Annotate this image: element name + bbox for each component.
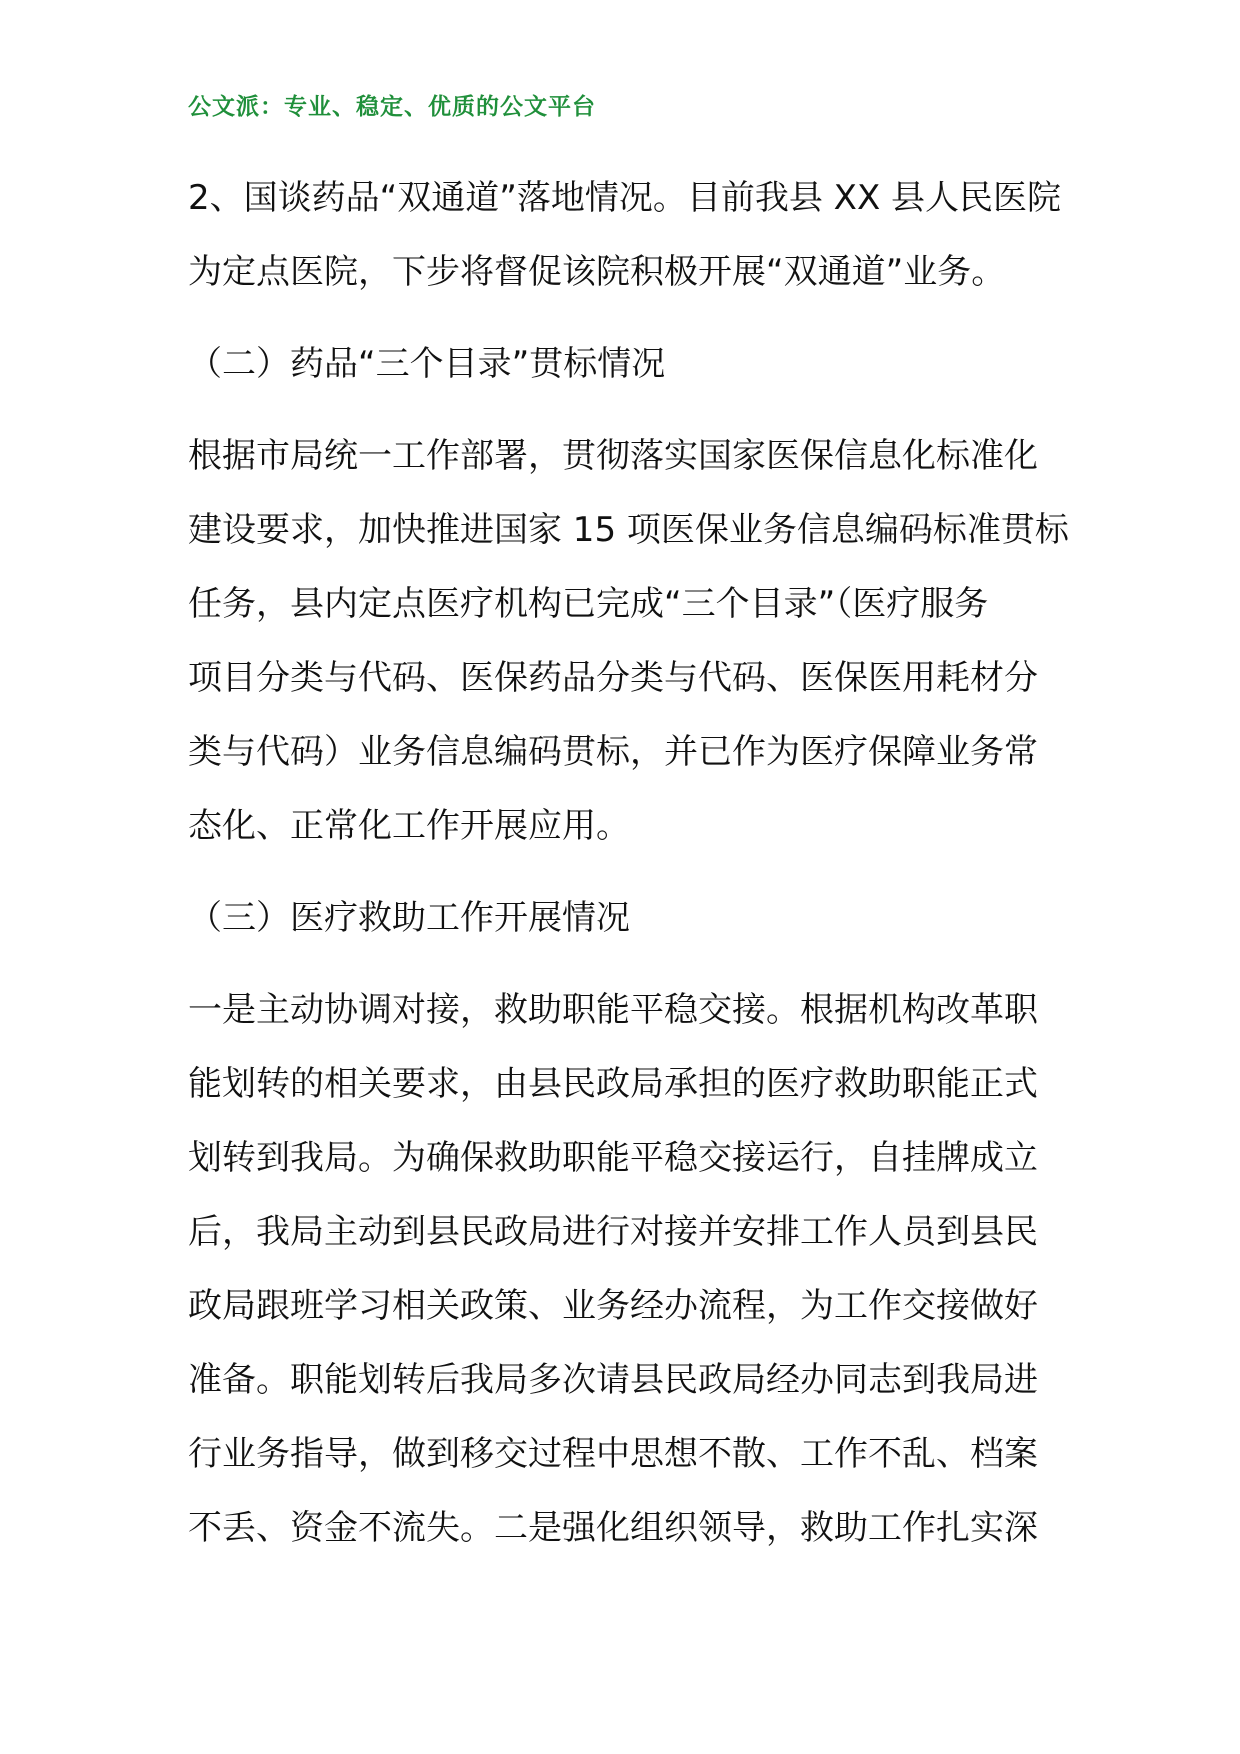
heading-line: （二）药品“三个目录”贯标情况	[188, 344, 666, 384]
text-line: 项目分类与代码、医保药品分类与代码、医保医用耗材分	[188, 658, 1038, 698]
text-line: 2、国谈药品“双通道”落地情况。目前我县 XX 县人民医院	[188, 178, 1062, 218]
text-line: 后，我局主动到县民政局进行对接并安排工作人员到县民	[188, 1212, 1038, 1252]
heading-line: （三）医疗救助工作开展情况	[188, 898, 630, 938]
section-heading-two	[188, 336, 1054, 410]
section-heading-three	[188, 890, 1054, 964]
text-line: 类与代码）业务信息编码贯标，并已作为医疗保障业务常	[188, 732, 1038, 772]
text-line: 不丢、资金不流失。二是强化组织领导，救助工作扎实深	[188, 1508, 1038, 1548]
text-line: 能划转的相关要求，由县民政局承担的医疗救助职能正式	[188, 1064, 1038, 1104]
paragraph-drug-dual-channel	[188, 170, 1062, 318]
text-line: 根据市局统一工作部署，贯彻落实国家医保信息化标准化	[188, 436, 1038, 476]
text-line: 一是主动协调对接，救助职能平稳交接。根据机构改革职	[188, 990, 1038, 1030]
text-line: 态化、正常化工作开展应用。	[188, 806, 630, 846]
text-line: 建设要求，加快推进国家 15 项医保业务信息编码标准贯标	[188, 510, 1069, 550]
header-title: 公文派：专业、稳定、优质的公文平台	[188, 94, 596, 120]
text-line: 为定点医院，下步将督促该院积极开展“双通道”业务。	[188, 252, 1006, 292]
text-line: 任务，县内定点医疗机构已完成“三个目录”（医疗服务	[188, 584, 989, 624]
text-line: 政局跟班学习相关政策、业务经办流程，为工作交接做好	[188, 1286, 1038, 1326]
text-line: 划转到我局。为确保救助职能平稳交接运行，自挂牌成立	[188, 1138, 1038, 1178]
paragraph-medical-aid	[188, 982, 1054, 1574]
document-body	[188, 170, 1069, 1574]
text-line: 准备。职能划转后我局多次请县民政局经办同志到我局进	[188, 1360, 1038, 1400]
paragraph-three-catalogs	[188, 428, 1069, 872]
text-line: 行业务指导，做到移交过程中思想不散、工作不乱、档案	[188, 1434, 1038, 1474]
